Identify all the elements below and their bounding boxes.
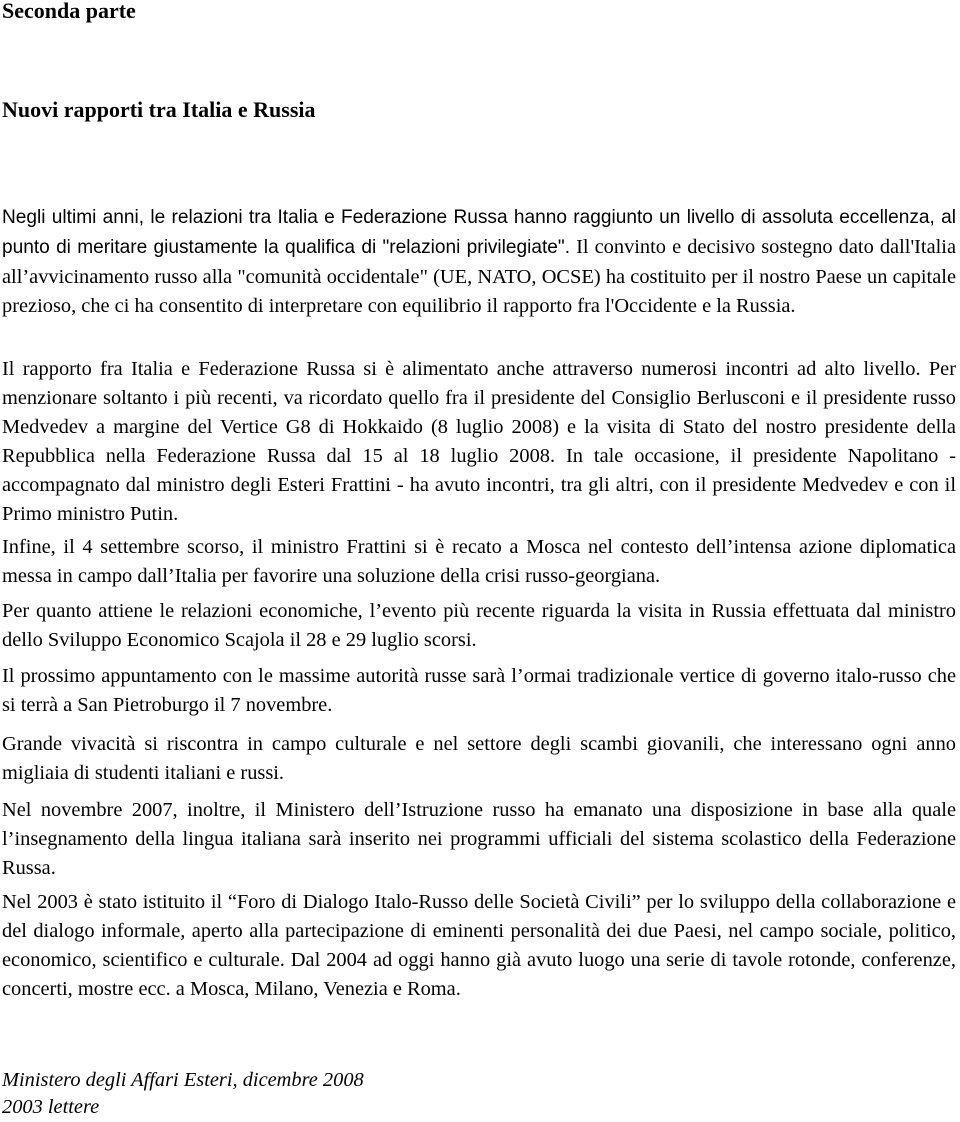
paragraph-cultural-exchange: Grande vivacità si riscontra in campo culturale e nel settore degli scambi giovanili, che interessano ogni anno migliaia di studenti italiani e russi.	[2, 733, 956, 784]
signature-collection: 2003 lettere	[2, 1096, 100, 1118]
paragraph-frattini-moscow: Infine, il 4 settembre scorso, il ministro Frattini si è recato a Mosca nel contesto dell’intensa azione diplomatica messa in campo dall’Italia per favorire una soluzione della crisi russo-georgiana.	[2, 536, 956, 587]
part-title: Seconda parte	[2, 0, 136, 23]
paragraph-intro-lead: Negli ultimi anni, le relazioni tra Italia e Federazione Russa hanno raggiunto un livello di assoluta eccellenza, al punto di meritare giustamente la qualifica di "relazioni privilegiate".	[2, 207, 956, 258]
paragraph-civil-society-forum: Nel 2003 è stato istituito il “Foro di Dialogo Italo-Russo delle Società Civili” per lo sviluppo della collaborazione e del dialogo informale, aperto alla partecipazione di eminenti personalità dei due Paesi, nel campo sociale, politico, economico, scientifico e culturale. Dal 2004 ad oggi hanno già avuto luogo una serie di tavole rotonde, conferenze, concerti, mostre ecc. a Mosca, Milano, Venezia e Roma.	[2, 891, 956, 1000]
section-title: Nuovi rapporti tra Italia e Russia	[2, 97, 316, 122]
paragraph-intro	[2, 203, 956, 321]
paragraph-italian-language: Nel novembre 2007, inoltre, il Ministero dell’Istruzione russo ha emanato una disposizione in base alla quale l’insegnamento della lingua italiana sarà inserito nei programmi ufficiali del sistema scolastico della Federazione Russa.	[2, 799, 956, 879]
paragraph-high-level-meetings: Il rapporto fra Italia e Federazione Russa si è alimentato anche attraverso numerosi incontri ad alto livello. Per menzionare soltanto i più recenti, va ricordato quello fra il presidente del Consiglio Berlusconi e il presidente russo Medvedev a margine del Vertice G8 di Hokkaido (8 luglio 2008) e la visita di Stato del nostro presidente della Repubblica nella Federazione Russa dal 15 al 18 luglio 2008. In tale occasione, il presidente Napolitano - accompagnato dal ministro degli Esteri Frattini - ha avuto incontri, tra gli altri, con il presidente Medvedev e con il Primo ministro Putin.	[2, 358, 956, 525]
signature-source: Ministero degli Affari Esteri, dicembre 2008	[2, 1069, 364, 1091]
paragraph-next-summit: Il prossimo appuntamento con le massime autorità russe sarà l’ormai tradizionale vertice di governo italo-russo che si terrà a San Pietroburgo il 7 novembre.	[2, 665, 956, 716]
paragraph-economic-relations: Per quanto attiene le relazioni economiche, l’evento più recente riguarda la visita in Russia effettuata dal ministro dello Sviluppo Economico Scajola il 28 e 29 luglio scorsi.	[2, 600, 956, 651]
paragraph-intro-rest: Il convinto e decisivo sostegno dato dall'Italia all’avvicinamento russo alla "comunità occidentale" (UE, NATO, OCSE) ha costituito per il nostro Paese un capitale prezioso, che ci ha consentito di interpretare con equilibrio il rapporto fra l'Occidente e la Russia.	[2, 235, 957, 317]
